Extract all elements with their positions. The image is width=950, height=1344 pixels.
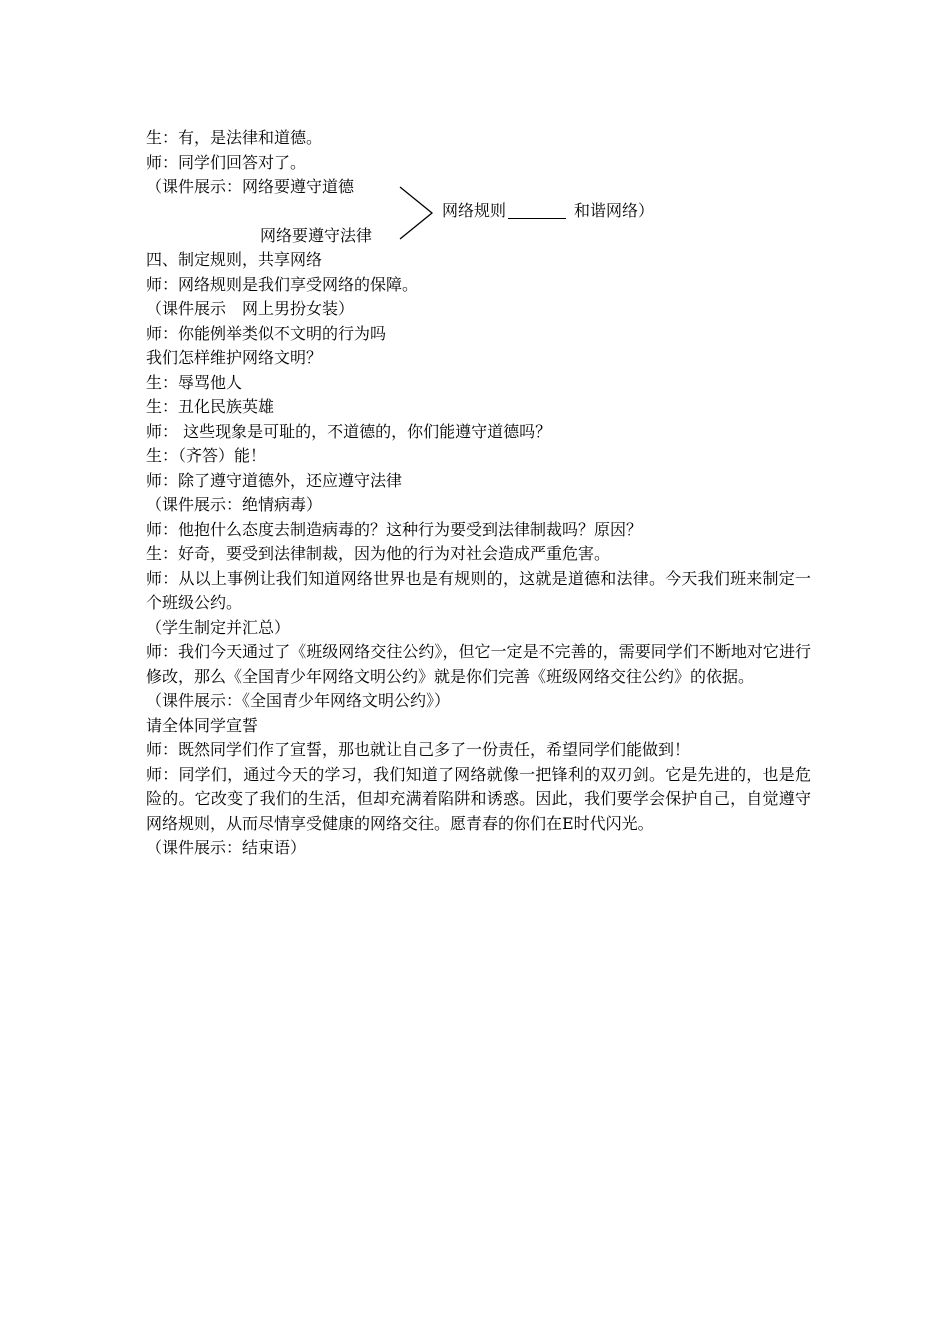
text-line: 请全体同学宣誓 [146,715,259,735]
text-line: （课件展示：《全国青少年网络文明公约》） [146,691,451,710]
text-line: 师：你能例举类似不文明的行为吗 [146,323,387,343]
document-body [146,126,811,861]
text-line: 我们怎样维护网络文明？ [146,348,323,367]
text-line: （课件展示 网上男扮女装） [146,299,355,318]
text-line: （课件展示：绝情病毒） [146,495,323,514]
paragraph: 师：我们今天通过了《班级网络交往公约》，但它一定是不完善的，需要同学们不断地对它进行修改，那么《全国青少年网络文明公约》就是你们完善《班级网络交往公约》的依据。 [146,642,811,686]
text-line: 生：辱骂他人 [146,372,243,392]
text-line: 生：（齐答）能！ [146,446,267,465]
paragraph: 师：同学们，通过今天的学习，我们知道了网络就像一把锋利的双刃剑。它是先进的，也是危险的。它改变了我们的生活，但却充满着陷阱和诱惑。因此，我们要学会保护自己，自觉遵守网络规则，从而尽情享受健康的网络交往。愿青春的你们在E时代闪光。 [146,764,811,833]
diagram-law-label: 网络要遵守法律 [260,226,373,245]
text-line: 师：同学们回答对了。 [146,152,307,172]
paragraph: 师：从以上事例让我们知道网络世界也是有规则的，这就是道德和法律。今天我们班来制定一个班级公约。 [146,568,811,612]
text-line: 生：好奇，要受到法律制裁，因为他的行为对社会造成严重危害。 [146,544,611,563]
text-line: （课件展示：结束语） [146,838,307,857]
diagram-harmony-label: 和谐网络） [574,201,655,220]
bracket-icon [398,185,434,243]
diagram-moral-label: （课件展示：网络要遵守道德 [146,177,355,196]
section-heading: 四、制定规则，共享网络 [146,250,323,269]
diagram-result [442,199,654,224]
blank-line [508,202,566,219]
text-line: 师：网络规则是我们享受网络的保障。 [146,274,419,294]
text-line: 师：他抱什么态度去制造病毒的？这种行为要受到法律制裁吗？原因？ [146,519,643,539]
diagram-rules-label: 网络规则 [442,201,507,220]
rules-diagram [146,175,811,248]
text-line: 生：有，是法律和道德。 [146,128,323,147]
text-line: （学生制定并汇总） [146,617,291,637]
text-line: 师：除了遵守道德外，还应遵守法律 [146,470,403,490]
text-line: 生：丑化民族英雄 [146,397,275,416]
text-line: 师：既然同学们作了宣誓，那也就让自己多了一份责任，希望同学们能做到！ [146,740,691,759]
text-line: 师： 这些现象是可耻的，不道德的，你们能遵守道德吗？ [146,421,552,441]
